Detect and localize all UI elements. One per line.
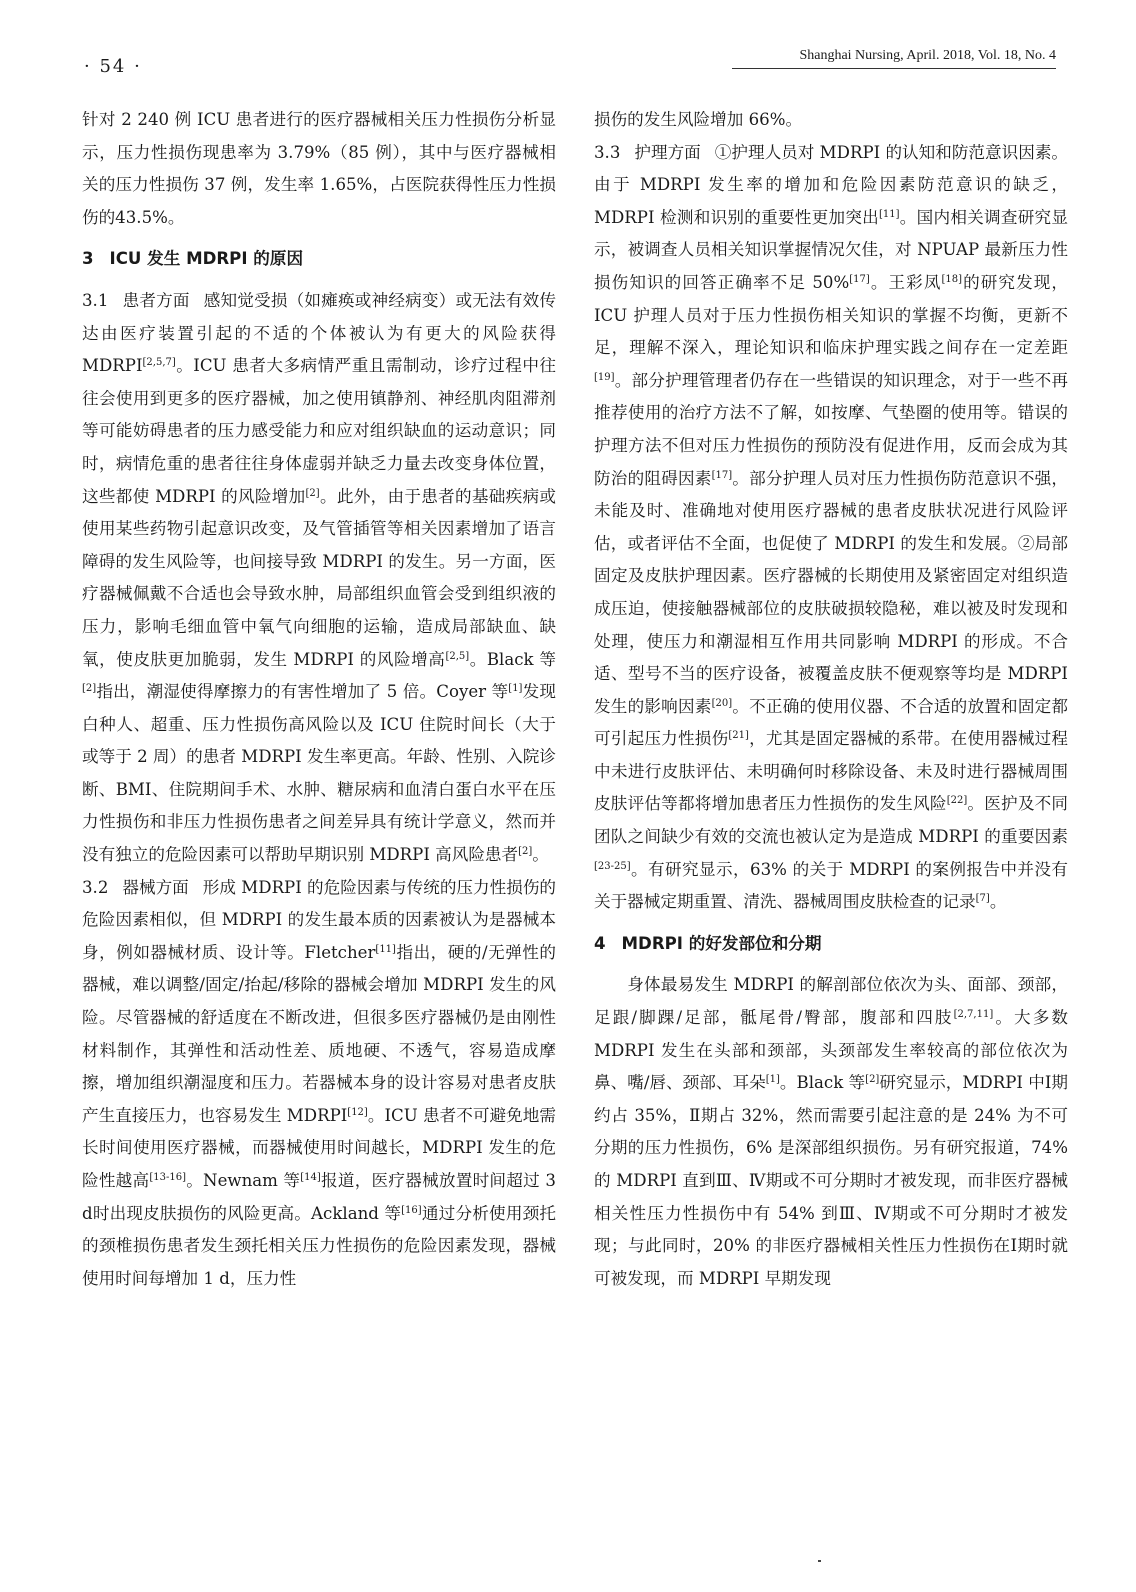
section-4-paragraph [594,969,1068,1295]
body-text: 发现白种人、超重、压力性损伤高风险以及 ICU 住院时间长（大于或等于 2 周）的患者 MDRPI 发生率更高。年龄、性别、入院诊断、BMI、住院期间手术、水肿、糖尿病和血清白蛋白水平在压力性损伤和非压力性损伤患者之间差异具有统计学意义，然而并没有独立的危险因素可以帮助早期识别 MDRPI 高风险患者 [82,682,556,865]
scan-speck [818,1560,821,1562]
body-text: 指出，潮湿使得摩擦力的有害性增加了 5 倍。Coyer 等 [96,682,509,702]
page-number: · 54 · [84,56,142,77]
subsection-number: 3.2 [82,877,109,897]
subsection-3-1 [82,285,556,872]
body-text: 指出，硬的/无弹性的器械，难以调整/固定/抬起/移除的器械会增加 MDRPI 发生的风险。尽管器械的舒适度在不断改进，但很多医疗器械仍是由刚性材料制作，其弹性和活动性差、质地硬、不透气，容易造成摩擦，增加组织潮湿度和压力。若器械本身的设计容易对患者皮肤产生直接压力，也容易发生 MDRPI [82,942,557,1125]
paragraph-continued: 针对 2 240 例 ICU 患者进行的医疗器械相关压力性损伤分析显示，压力性损伤现患率为 3.79%（85 例），其中与医疗器械相关的压力性损伤 37 例，发生率 1.65%，占医院获得性压力性损伤的43.5%。 [82,110,556,227]
body-text: 感知觉受损（如瘫痪或神经病变）或无法有效传达由医疗装置引起的不适的个体被认为有更大的风险获得 MDRPI [82,290,556,376]
body-text: 。医护及不同团队之间缺少有效的交流也被认定为是造成 MDRPI 的重要因素 [594,794,1069,847]
citation: [2,5,7] [142,357,176,369]
body-text: 。部分护理人员对压力性损伤防范意识不强，未能及时、准确地对使用医疗器械的患者皮肤状况进行风险评估，或者评估不全面，也促使了 MDRPI 的发生和发展。②局部固定及皮肤护理因素。医疗器械的长期使用及紧密固定对组织造成压迫，使接触器械部位的皮肤破损较隐秘，难以被及时发现和处理，使压力和潮湿相互作用共同影响 MDRPI 的形成。不合适、型号不当的医疗设备，被覆盖皮肤不便观察等均是 MDRPI 发生的影响因素 [594,468,1069,716]
citation: [14] [300,1172,321,1183]
citation: [23-25] [594,860,631,872]
citation: [20] [711,697,733,709]
citation: [17] [849,273,870,285]
subsection-title: 器械方面 [122,877,189,897]
body-text: 。Black 等 [779,1073,866,1093]
section-title: ICU 发生 MDRPI 的原因 [109,249,304,269]
body-text: 。ICU 患者不可避免地需长时间使用医疗器械，而器械使用时间越长，MDRPI 发生的危险性越高 [82,1105,556,1190]
body-text: 。不正确的使用仪器、不合适的放置和固定都可引起压力性损伤 [594,696,1069,749]
subsection-title: 护理方面 [634,142,701,162]
right-column [594,104,1068,1295]
body-text: 。部分护理管理者仍存在一些错误的知识理念，对于一些不再推荐使用的治疗方法不了解，如按摩、气垫圈的使用等。错误的护理方法不但对压力性损伤的预防没有促进作用，反而会成为其防治的阻碍因素 [594,370,1068,488]
body-text: 。国内相关调查研究显示，被调查人员相关知识掌握情况欠佳，对 NPUAP 最新压力性损伤知识的回答正确率不足 50% [594,207,1068,292]
citation: [19] [594,371,615,383]
body-text: 。ICU 患者大多病情严重且需制动，诊疗过程中往往会使用到更多的医疗器械，加之使用镇静剂、神经肌肉阻滞剂等可能妨碍患者的压力感受能力和应对组织缺血的运动意识；同时，病情危重的患者往往身体虚弱并缺乏力量去改变身体位置，这些都使 MDRPI 的风险增加 [82,356,556,506]
citation: [16] [401,1204,422,1216]
body-text: 研究显示，MDRPI 中Ⅰ期约占 35%，Ⅱ期占 32%，然而需要引起注意的是 24% 为不可分期的压力性损伤，6% 是深部组织损伤。另有研究报道，74% 的 MDRPI 直到Ⅲ、Ⅳ期或不可分期时才被发现，而非医疗器械相关性压力性损伤中有 54% 到Ⅲ、Ⅳ期或不可分期时才被发现；与此同时，20% 的非医疗器械相关性压力性损伤在Ⅰ期时就可被发现，而 MDRPI 早期发现 [594,1073,1068,1288]
citation: [18] [941,273,963,285]
citation: [2,5] [445,650,470,662]
body-text: 。 [989,892,1007,912]
citation: [2] [305,487,320,499]
citation: [22] [946,795,968,807]
body-text: 形成 MDRPI 的危险因素与传统的压力性损伤的危险因素相似，但 MDRPI 的发生最本质的因素被认为是器械本身，例如器械材质、设计等。Fletcher [82,877,557,962]
body-text: ，尤其是固定器械的系带。在使用器械过程中未进行皮肤评估、未明确何时移除设备、未及时进行器械周围皮肤评估等都将增加患者压力性损伤的发生风险 [594,729,1069,814]
section-3-heading [82,243,556,276]
header-rule [732,68,1056,69]
citation: [2] [518,846,533,858]
citation: [1] [765,1074,780,1086]
body-text: 。Newnam 等 [185,1171,301,1190]
subsection-3-3 [594,137,1068,919]
section-number: 4 [594,933,606,953]
citation: [11] [879,208,900,220]
citation: [1] [508,683,523,695]
body-text: 报道，医疗器械放置时间超过 3 d时出现皮肤损伤的风险更高。Ackland 等 [82,1171,556,1223]
citation: [2,7,11] [953,1009,994,1021]
subsection-title: 患者方面 [122,290,190,310]
section-number: 3 [82,249,94,269]
paragraph-continued: 损伤的发生风险增加 66%。 [594,110,803,129]
citation: [21] [728,730,749,742]
citation: [17] [711,469,733,481]
subsection-number: 3.3 [594,142,621,162]
body-text: 。大多数 MDRPI 发生在头部和颈部，头颈部发生率较高的部位依次为鼻、嘴/唇、颈部、耳朵 [594,1008,1069,1093]
citation: [2] [865,1074,880,1086]
citation: [13-16] [149,1172,186,1183]
body-text: 。 [532,845,549,865]
body-text: 。有研究显示，63% 的关于 MDRPI 的案例报告中并没有关于器械定期重置、清洗、器械周围皮肤检查的记录 [594,859,1068,912]
citation: [11] [375,943,396,955]
body-text: 。王彩凤 [869,272,942,292]
body-text: 。Black 等 [469,649,556,669]
body-text: 通过分析使用颈托的颈椎损伤患者发生颈托相关压力性损伤的危险因素发现，器械使用时间每增加 1 d，压力性 [82,1203,556,1288]
subsection-number: 3.1 [82,290,109,310]
body-text: ①护理人员对 MDRPI 的认知和防范意识因素。由于 MDRPI 发生率的增加和危险因素防范意识的缺乏，MDRPI 检测和识别的重要性更加突出 [594,142,1069,227]
citation: [12] [347,1106,368,1118]
body-text: 的研究发现，ICU 护理人员对于压力性损伤相关知识的掌握不均衡，更新不足，理解不深入，理论知识和临床护理实践之间存在一定差距 [594,272,1069,358]
section-4-heading [594,928,1068,961]
section-title: MDRPI 的好发部位和分期 [621,933,822,953]
body-text: 。此外，由于患者的基础疾病或使用某些药物引起意识改变，及气管插管等相关因素增加了语言障碍的发生风险等，也间接导致 MDRPI 的发生。另一方面，医疗器械佩戴不合适也会导致水肿，局部组织血管会受到组织液的压力，影响毛细血管中氧气向细胞的运输，造成局部缺血、缺氧，使皮肤更加脆弱，发生 MDRPI 的风险增高 [82,486,556,669]
citation: [7] [975,893,990,905]
citation: [2] [82,683,97,695]
left-column [82,104,556,1295]
subsection-3-2 [82,872,556,1296]
body-text: 身体最易发生 MDRPI 的解剖部位依次为头、面部、颈部，足跟/脚踝/足部，骶尾骨/臀部，腹部和四肢 [594,975,1068,1028]
journal-running-header: Shanghai Nursing, April. 2018, Vol. 18, No. 4 [799,48,1056,63]
